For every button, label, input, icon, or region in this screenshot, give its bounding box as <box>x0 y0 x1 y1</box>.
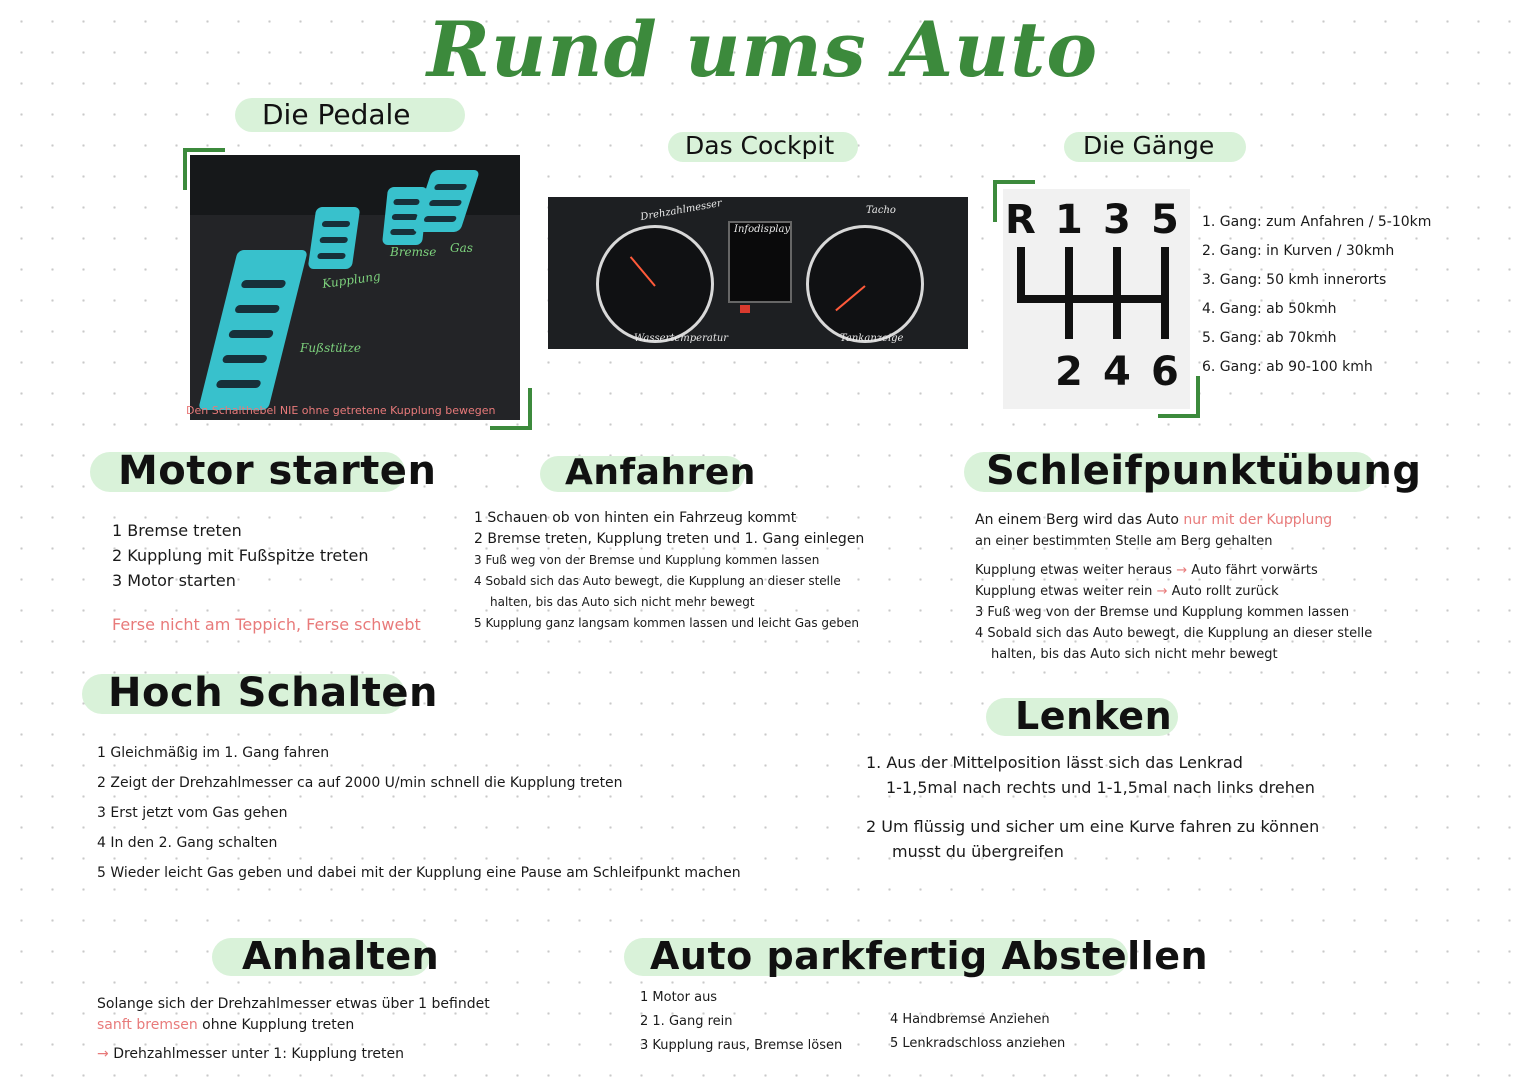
abstellen-right <box>890 1008 1065 1056</box>
schleif-line1-result: Auto fährt vorwärts <box>1191 563 1318 578</box>
warning-light <box>740 305 750 313</box>
gear-list-item: 2. Gang: in Kurven / 30kmh <box>1202 243 1395 259</box>
fussstuetze-label: Fußstütze <box>300 341 362 355</box>
hoch-step: 5 Wieder leicht Gas geben und dabei mit der Kupplung eine Pause am Schleifpunkt machen <box>97 865 741 881</box>
tacho-gauge <box>806 225 924 343</box>
gear-list <box>1202 208 1431 382</box>
gear-r: R <box>1005 197 1036 243</box>
motor-note: Ferse nicht am Teppich, Ferse schwebt <box>112 615 421 634</box>
schleif-body <box>975 510 1372 665</box>
lenken-p1b: 1-1,5mal nach rechts und 1-1,5mal nach links drehen <box>886 778 1315 797</box>
gear-6: 6 <box>1151 349 1179 395</box>
schleif-intro-2: an einer bestimmten Stelle am Berg gehalten <box>975 534 1273 549</box>
arrow-right-icon: → <box>1156 584 1168 599</box>
abstellen-step: 3 Kupplung raus, Bremse lösen <box>640 1038 843 1053</box>
cockpit-photo <box>548 197 968 349</box>
anfahren-step: 2 Bremse treten, Kupplung treten und 1. Gang einlegen <box>474 531 865 547</box>
anfahren-heading: Anfahren <box>565 452 756 493</box>
motor-step: 1 Bremse treten <box>112 521 242 540</box>
lenken-p2b: musst du übergreifen <box>892 842 1064 861</box>
anfahren-step: 3 Fuß weg von der Bremse und Kupplung kommen lassen <box>474 553 820 567</box>
anfahren-step: halten, bis das Auto sich nicht mehr bewegt <box>490 595 755 609</box>
cockpit-heading: Das Cockpit <box>685 131 835 160</box>
schleif-intro-red: nur mit der Kupplung <box>1183 512 1333 528</box>
schleif-line2-result: Auto rollt zurück <box>1171 584 1279 599</box>
schleif-line2: Kupplung etwas weiter rein <box>975 584 1153 599</box>
anhalten-body <box>97 994 490 1065</box>
gear-list-item: 1. Gang: zum Anfahren / 5-10km <box>1202 214 1432 230</box>
bracket-bottom-right <box>1158 376 1200 418</box>
schleif-step4: 4 Sobald sich das Auto bewegt, die Kupplung an dieser stelle <box>975 626 1373 641</box>
anfahren-steps <box>474 508 864 634</box>
drehzahlmesser-label: Drehzahlmesser <box>639 197 723 224</box>
anhalten-line3: Drehzahlmesser unter 1: Kupplung treten <box>113 1046 405 1062</box>
anfahren-step: 4 Sobald sich das Auto bewegt, die Kupplung an dieser stelle <box>474 574 841 588</box>
schleif-line1: Kupplung etwas weiter heraus <box>975 563 1173 578</box>
hoch-step: 2 Zeigt der Drehzahlmesser ca auf 2000 U/min schnell die Kupplung treten <box>97 775 623 791</box>
lenken-p2a: 2 Um flüssig und sicher um eine Kurve fahren zu können <box>866 817 1320 836</box>
hoch-step: 3 Erst jetzt vom Gas gehen <box>97 805 288 821</box>
gaenge-heading: Die Gänge <box>1083 131 1215 160</box>
tacho-label: Tacho <box>866 205 896 216</box>
schleif-intro: An einem Berg wird das Auto <box>975 512 1184 528</box>
motor-step: 2 Kupplung mit Fußspitze treten <box>112 546 369 565</box>
bracket-bottom-right <box>490 388 532 430</box>
arrow-right-icon: → <box>97 1046 109 1062</box>
gear-list-item: 4. Gang: ab 50kmh <box>1202 301 1337 317</box>
infodisplay-label: Infodisplay <box>734 224 791 235</box>
kupplung-label: Kupplung <box>321 268 382 292</box>
gear-2: 2 <box>1055 349 1083 395</box>
lenken-p1a: 1. Aus der Mittelposition lässt sich das Lenkrad <box>866 753 1243 772</box>
hoch-steps <box>97 738 741 888</box>
abstellen-left <box>640 986 842 1058</box>
drehzahlmesser-gauge <box>596 225 714 343</box>
schleif-step4b: halten, bis das Auto sich nicht mehr bewegt <box>991 647 1278 662</box>
lenken-heading: Lenken <box>1015 694 1173 738</box>
hoch-step: 1 Gleichmäßig im 1. Gang fahren <box>97 745 330 761</box>
gear-5: 5 <box>1151 197 1179 243</box>
lenken-body <box>866 750 1319 864</box>
schleif-step3: 3 Fuß weg von der Bremse und Kupplung kommen lassen <box>975 605 1350 620</box>
kupplung-pedal <box>308 207 361 269</box>
abstellen-heading: Auto parkfertig Abstellen <box>650 934 1209 978</box>
abstellen-step: 4 Handbremse Anziehen <box>890 1012 1050 1027</box>
abstellen-step: 5 Lenkradschloss anziehen <box>890 1036 1066 1051</box>
wassertemperatur-label: Wassertemperatur <box>634 333 729 344</box>
pedal-photo <box>190 155 520 420</box>
gas-label: Gas <box>450 241 473 255</box>
pedale-heading: Die Pedale <box>262 98 411 131</box>
page-title: Rund ums Auto <box>426 5 1099 94</box>
bremse-label: Bremse <box>390 245 437 259</box>
motor-steps <box>112 518 368 593</box>
hoch-step: 4 In den 2. Gang schalten <box>97 835 278 851</box>
gear-list-item: 3. Gang: 50 kmh innerorts <box>1202 272 1387 288</box>
anhalten-red: sanft bremsen <box>97 1017 198 1033</box>
anhalten-line1: Solange sich der Drehzahlmesser etwas über 1 befindet <box>97 996 490 1012</box>
motor-step: 3 Motor starten <box>112 571 236 590</box>
anfahren-step: 1 Schauen ob von hinten ein Fahrzeug kommt <box>474 510 797 526</box>
anfahren-step: 5 Kupplung ganz langsam kommen lassen und leicht Gas geben <box>474 616 860 630</box>
tankanzeige-label: Tankanzeige <box>840 333 904 344</box>
abstellen-step: 1 Motor aus <box>640 990 718 1005</box>
anhalten-line2: ohne Kupplung treten <box>197 1017 355 1033</box>
gear-list-item: 6. Gang: ab 90-100 kmh <box>1202 359 1373 375</box>
abstellen-step: 2 1. Gang rein <box>640 1014 733 1029</box>
hoch-heading: Hoch Schalten <box>108 670 438 716</box>
anhalten-heading: Anhalten <box>242 934 440 978</box>
gear-1: 1 <box>1055 197 1083 243</box>
schleif-heading: Schleifpunktübung <box>986 448 1422 494</box>
gear-list-item: 5. Gang: ab 70kmh <box>1202 330 1337 346</box>
gear-3: 3 <box>1103 197 1131 243</box>
gear-4: 4 <box>1103 349 1131 395</box>
pedale-warning: Den Schalthebel NIE ohne getretene Kupplung bewegen <box>186 404 496 417</box>
motor-heading: Motor starten <box>118 448 437 494</box>
arrow-right-icon: → <box>1176 563 1188 578</box>
